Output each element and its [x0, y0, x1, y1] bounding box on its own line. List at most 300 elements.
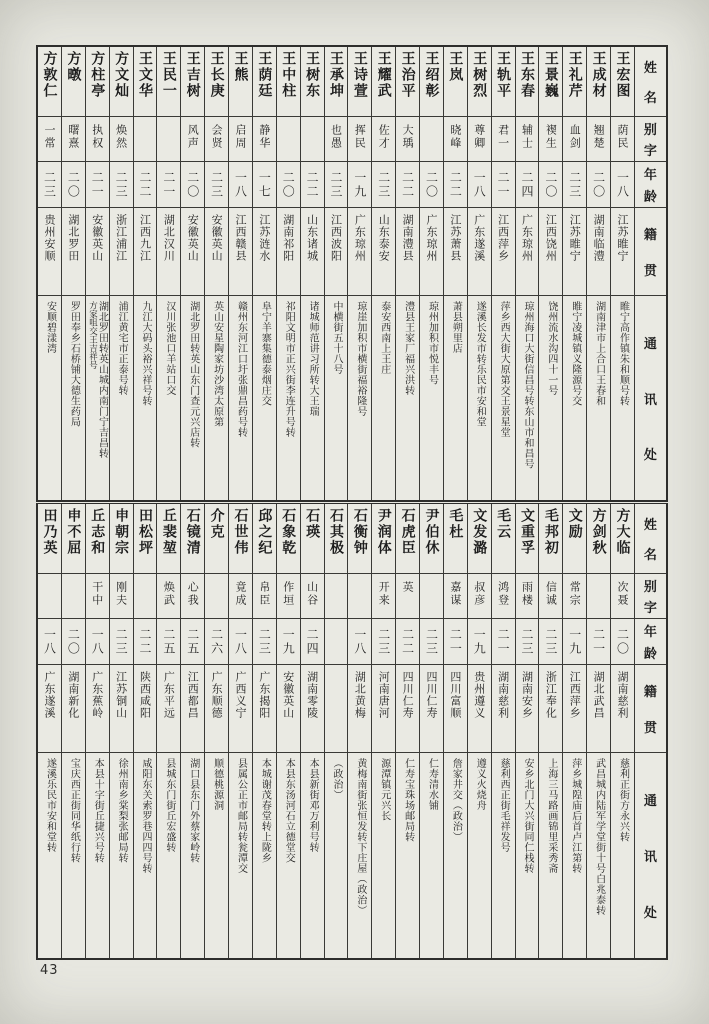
contact-cell: [277, 296, 300, 500]
courtesy-cell: [277, 117, 300, 162]
person-name: 王景巍: [542, 51, 559, 99]
person-name: 王治平: [399, 51, 416, 99]
native-place: 湖南慈利: [615, 671, 629, 719]
contact-cell: [325, 296, 348, 500]
contact-lines: [498, 296, 508, 438]
person-column: [420, 47, 444, 500]
courtesy-cell: [110, 574, 133, 619]
courtesy-cell: [229, 117, 252, 162]
age-value: 二五: [161, 627, 176, 656]
native-cell: [86, 665, 109, 753]
age-cell: [348, 162, 371, 208]
native-place: 湖南祁阳: [281, 214, 295, 262]
age-value: 一八: [352, 627, 367, 656]
directory-table-top: [36, 45, 668, 502]
person-column: [372, 47, 396, 500]
contact-cell: [86, 753, 109, 958]
name-cell: [253, 47, 276, 117]
native-place: 湖南零陵: [305, 671, 319, 719]
courtesy-cell: [325, 574, 348, 619]
age-cell: [611, 162, 634, 208]
contact-lines: [403, 296, 413, 396]
contact-lines: [188, 753, 198, 863]
native-cell: [372, 665, 395, 753]
contact-cell: [348, 296, 371, 500]
age-value: 二〇: [66, 170, 81, 199]
contact-address: 浦江黄宅市正泰号转: [116, 301, 128, 396]
name-cell: [563, 47, 586, 117]
person-column: [611, 504, 635, 958]
contact-address: 本城谢茂春堂转上陇乡: [259, 758, 271, 863]
person-name: 王中柱: [280, 51, 297, 99]
courtesy-name: 作垣: [281, 581, 295, 607]
person-name: 方敦仁: [41, 51, 58, 99]
name-cell: [110, 47, 133, 117]
age-cell: [157, 162, 180, 208]
contact-lines: [403, 753, 413, 842]
native-cell: [468, 665, 491, 753]
native-place: 河南唐河: [377, 671, 391, 719]
name-cell: [181, 47, 204, 117]
contact-address: 汉川张池口羊站口交: [163, 301, 175, 396]
age-cell: [86, 619, 109, 665]
age-value: 一九: [352, 170, 367, 199]
contact-address: 慈利西正街毛祥发号: [498, 758, 510, 853]
contact-lines: [259, 753, 269, 863]
person-name: 田松坪: [136, 508, 153, 556]
contact-lines: [331, 296, 341, 375]
person-name: 毛邦初: [542, 508, 559, 556]
native-cell: [301, 665, 324, 753]
person-name: 尹伯休: [423, 508, 440, 556]
age-value: 一九: [472, 627, 487, 656]
contact-lines: [283, 753, 293, 863]
age-cell: [205, 162, 228, 208]
person-column: [372, 504, 396, 958]
age-cell: [516, 619, 539, 665]
native-cell: [157, 665, 180, 753]
contact-lines: [188, 296, 198, 448]
courtesy-name: 山谷: [305, 581, 319, 607]
contact-address: （政治）: [330, 758, 342, 800]
contact-cell: [587, 296, 610, 500]
contact-lines: [283, 296, 293, 438]
contact-cell: [563, 296, 586, 500]
native-place: 山东泰安: [377, 214, 391, 262]
age-cell: [492, 619, 515, 665]
contact-cell: [492, 296, 515, 500]
header-courtesy: [635, 117, 666, 162]
contact-address: 源潭镇元兴长: [378, 758, 390, 821]
header-name: [635, 504, 666, 574]
age-cell: [229, 619, 252, 665]
age-cell: [468, 162, 491, 208]
age-value: 一八: [472, 170, 487, 199]
age-value: 一九: [281, 627, 296, 656]
age-value: 二三: [424, 627, 439, 656]
person-column: [563, 47, 587, 500]
native-cell: [587, 208, 610, 296]
native-place: 江西波阳: [329, 214, 343, 262]
age-cell: [444, 619, 467, 665]
contact-cell: [539, 296, 562, 500]
courtesy-name: 鸿登: [496, 581, 510, 607]
person-column: [348, 47, 372, 500]
native-cell: [38, 208, 61, 296]
native-cell: [372, 208, 395, 296]
person-column: [492, 504, 516, 958]
name-cell: [468, 504, 491, 574]
name-cell: [444, 47, 467, 117]
name-cell: [492, 504, 515, 574]
header-label: 年 龄: [643, 625, 657, 662]
contact-lines: [379, 296, 389, 375]
contact-address: 阜宁羊寨集德泰烟庄交: [259, 301, 271, 406]
courtesy-cell: [86, 117, 109, 162]
courtesy-name: 尊卿: [472, 124, 486, 150]
courtesy-cell: [396, 574, 419, 619]
courtesy-name: 褉生: [544, 124, 558, 150]
name-cell: [157, 47, 180, 117]
age-value: 二二: [137, 627, 152, 656]
header-label: 别 字: [643, 580, 657, 616]
age-cell: [62, 619, 85, 665]
native-place: 四川仁寿: [401, 671, 415, 719]
header-label: 姓 名: [643, 518, 657, 563]
native-cell: [38, 665, 61, 753]
native-cell: [110, 208, 133, 296]
contact-lines: [88, 296, 107, 459]
person-column: [134, 47, 158, 500]
age-cell: [611, 619, 634, 665]
header-label: 通 讯 处: [643, 336, 657, 464]
age-cell: [348, 619, 371, 665]
age-cell: [372, 162, 395, 208]
contact-address: 琼州加积市悦丰号: [426, 301, 438, 385]
native-place: 贵州遵义: [472, 671, 486, 719]
native-place: 广东遂溪: [42, 671, 56, 719]
native-place: 安徽英山: [90, 214, 104, 262]
courtesy-name: 荫民: [615, 124, 629, 150]
age-cell: [420, 619, 443, 665]
native-cell: [492, 208, 515, 296]
native-cell: [420, 208, 443, 296]
name-cell: [157, 504, 180, 574]
courtesy-cell: [157, 117, 180, 162]
age-cell: [444, 162, 467, 208]
native-place: 江苏铜山: [114, 671, 128, 719]
name-cell: [611, 504, 634, 574]
name-cell: [38, 504, 61, 574]
native-place: 江苏涟水: [257, 214, 271, 262]
age-value: 一九: [567, 627, 582, 656]
contact-lines: [140, 296, 150, 406]
person-name: 王文华: [136, 51, 153, 99]
person-column: [253, 47, 277, 500]
contact-cell: [468, 296, 491, 500]
contact-address: 徐州南乡棠梨张邮局转: [116, 758, 128, 863]
age-cell: [563, 619, 586, 665]
courtesy-cell: [348, 117, 371, 162]
person-name: 丘志和: [89, 508, 106, 556]
name-cell: [229, 47, 252, 117]
contact-address: 詹家井交（政治）: [450, 758, 462, 842]
age-cell: [134, 162, 157, 208]
native-cell: [611, 665, 634, 753]
age-cell: [38, 619, 61, 665]
contact-cell: [229, 296, 252, 500]
contact-address: 睢宁凌城镇义隆源号交: [569, 301, 581, 406]
contact-lines: [426, 753, 436, 811]
native-place: 广东蕉岭: [90, 671, 104, 719]
person-name: 王东春: [518, 51, 535, 99]
name-cell: [205, 47, 228, 117]
age-value: 二三: [543, 627, 558, 656]
native-cell: [205, 665, 228, 753]
courtesy-cell: [110, 117, 133, 162]
header-native: [635, 665, 666, 753]
courtesy-cell: [134, 574, 157, 619]
native-place: 湖南新化: [66, 671, 80, 719]
courtesy-cell: [181, 574, 204, 619]
contact-address: 仁寿宝珠场邮局转: [402, 758, 414, 842]
courtesy-cell: [420, 574, 443, 619]
age-cell: [468, 619, 491, 665]
contact-address: 仁寿清水铺: [426, 758, 438, 811]
courtesy-name: 君一: [496, 124, 510, 150]
courtesy-cell: [134, 117, 157, 162]
courtesy-cell: [253, 117, 276, 162]
header-label: 通 讯 处: [643, 794, 657, 921]
person-column: [86, 47, 110, 500]
courtesy-name: 干中: [90, 581, 104, 607]
native-cell: [563, 665, 586, 753]
contact-lines: [68, 753, 78, 863]
age-cell: [372, 619, 395, 665]
contact-cell: [587, 753, 610, 958]
age-cell: [420, 162, 443, 208]
person-column: [563, 504, 587, 958]
person-column: [38, 47, 62, 500]
contact-cell: [134, 753, 157, 958]
age-value: 一八: [90, 627, 105, 656]
contact-lines: [522, 296, 532, 469]
header-label: 籍 贯: [643, 228, 657, 279]
person-name: 文励: [566, 508, 583, 540]
age-value: 二〇: [615, 627, 630, 656]
native-place: 浙江奉化: [544, 671, 558, 719]
person-column: [587, 504, 611, 958]
person-name: 方柱亭: [89, 51, 106, 99]
age-cell: [277, 619, 300, 665]
person-column: [516, 504, 540, 958]
courtesy-name: 大瑀: [401, 124, 415, 150]
native-cell: [277, 208, 300, 296]
person-column: [492, 47, 516, 500]
name-cell: [277, 47, 300, 117]
courtesy-cell: [157, 574, 180, 619]
age-cell: [110, 162, 133, 208]
name-cell: [468, 47, 491, 117]
native-place: 湖南安乡: [520, 671, 534, 719]
age-value: 二三: [114, 170, 129, 199]
age-cell: [325, 162, 348, 208]
person-name: 方文灿: [113, 51, 130, 99]
courtesy-cell: [38, 117, 61, 162]
courtesy-cell: [62, 117, 85, 162]
courtesy-cell: [205, 117, 228, 162]
native-place: 湖北汉川: [162, 214, 176, 262]
contact-address: 琼崖加积市横街福裕隆号: [354, 301, 366, 417]
native-cell: [516, 208, 539, 296]
contact-address: 中横街五十八号: [330, 301, 342, 375]
name-cell: [325, 47, 348, 117]
courtesy-name: 风声: [186, 124, 200, 150]
contact-cell: [611, 753, 634, 958]
contact-lines: [235, 753, 245, 874]
person-column: [205, 47, 229, 500]
person-name: 方大临: [614, 508, 631, 556]
contact-cell: [253, 296, 276, 500]
name-cell: [38, 47, 61, 117]
contact-cell: [301, 753, 324, 958]
native-place: 江苏睢宁: [568, 214, 582, 262]
header-column: [635, 47, 666, 500]
contact-address: 琼州海口大街信昌号转东山市和昌号: [521, 301, 533, 469]
courtesy-cell: [611, 574, 634, 619]
courtesy-cell: [444, 574, 467, 619]
native-place: 安徽英山: [210, 214, 224, 262]
native-place: 陕西咸阳: [138, 671, 152, 719]
age-cell: [38, 162, 61, 208]
person-column: [325, 47, 349, 500]
native-cell: [157, 208, 180, 296]
contact-lines: [92, 753, 102, 863]
age-value: 二三: [257, 627, 272, 656]
directory-tables: [36, 45, 668, 960]
name-cell: [396, 47, 419, 117]
contact-lines: [450, 296, 460, 354]
age-value: 二三: [42, 170, 57, 199]
contact-address: 萧县朔里店: [450, 301, 462, 354]
person-name: 石世伟: [232, 508, 249, 556]
age-cell: [396, 619, 419, 665]
contact-lines: [44, 296, 54, 354]
name-cell: [539, 504, 562, 574]
person-name: 王诗萱: [351, 51, 368, 99]
name-cell: [563, 504, 586, 574]
contact-address: 湖北罗田转英山城内南门宁吉昌转: [96, 301, 108, 459]
name-cell: [86, 504, 109, 574]
courtesy-cell: [372, 574, 395, 619]
native-cell: [62, 208, 85, 296]
age-value: 二二: [400, 170, 415, 199]
contact-cell: [62, 753, 85, 958]
name-cell: [587, 504, 610, 574]
courtesy-name: 焕然: [114, 124, 128, 150]
header-contact: [635, 753, 666, 958]
age-value: 二一: [448, 627, 463, 656]
contact-address: 上海三马路画锦里采秀斋: [545, 758, 557, 874]
age-value: 二一: [161, 170, 176, 199]
header-native: [635, 208, 666, 296]
age-value: 二三: [567, 170, 582, 199]
contact-cell: [157, 753, 180, 958]
contact-cell: [396, 753, 419, 958]
native-cell: [420, 665, 443, 753]
name-cell: [444, 504, 467, 574]
name-cell: [372, 47, 395, 117]
person-column: [539, 504, 563, 958]
courtesy-cell: [611, 117, 634, 162]
age-cell: [587, 619, 610, 665]
courtesy-cell: [301, 574, 324, 619]
native-cell: [229, 665, 252, 753]
person-column: [38, 504, 62, 958]
courtesy-name: 执权: [90, 124, 104, 150]
courtesy-cell: [420, 117, 443, 162]
header-column: [635, 504, 666, 958]
native-place: 湖南慈利: [496, 671, 510, 719]
contact-address: 县城东门街丘宏盛转: [163, 758, 175, 853]
person-name: 石瑛: [304, 508, 321, 540]
courtesy-name: 次聂: [615, 581, 629, 607]
contact-address: 武昌城内陆军学堂街十号白兆泰转: [593, 758, 605, 916]
contact-lines: [379, 753, 389, 821]
native-cell: [205, 208, 228, 296]
contact-lines: [116, 753, 126, 863]
contact-lines: [307, 753, 317, 853]
person-name: 石象乾: [280, 508, 297, 556]
native-cell: [468, 208, 491, 296]
contact-cell: [348, 753, 371, 958]
courtesy-name: 信诚: [544, 581, 558, 607]
native-place: 四川仁寿: [424, 671, 438, 719]
name-cell: [516, 47, 539, 117]
age-value: 二一: [496, 627, 511, 656]
courtesy-cell: [492, 117, 515, 162]
native-cell: [277, 665, 300, 753]
age-value: 一八: [42, 627, 57, 656]
person-name: 王岚: [447, 51, 464, 83]
name-cell: [301, 504, 324, 574]
person-name: 王宏图: [614, 51, 631, 99]
native-place: 湖北罗田: [66, 214, 80, 262]
native-cell: [301, 208, 324, 296]
age-cell: [134, 619, 157, 665]
header-label: 姓 名: [643, 61, 657, 106]
courtesy-name: 辅士: [520, 124, 534, 150]
contact-lines: [331, 753, 341, 800]
person-column: [110, 47, 134, 500]
contact-address: 宝庆西正街同华纸行转: [68, 758, 80, 863]
contact-address: 萍乡西大街大原第交王景星堂: [498, 301, 510, 438]
contact-lines: [235, 296, 245, 438]
contact-cell: [157, 296, 180, 500]
age-value: 一八: [233, 170, 248, 199]
native-place: 广东遂溪: [472, 214, 486, 262]
contact-lines: [212, 753, 222, 811]
native-cell: [539, 208, 562, 296]
contact-cell: [611, 296, 634, 500]
name-cell: [205, 504, 228, 574]
header-courtesy: [635, 574, 666, 619]
native-place: 江西都昌: [186, 671, 200, 719]
contact-address: 湖口县东门外蔡家岭转: [187, 758, 199, 863]
contact-address: 安顺碧漾湾: [44, 301, 56, 354]
person-column: [62, 47, 86, 500]
courtesy-cell: [516, 574, 539, 619]
